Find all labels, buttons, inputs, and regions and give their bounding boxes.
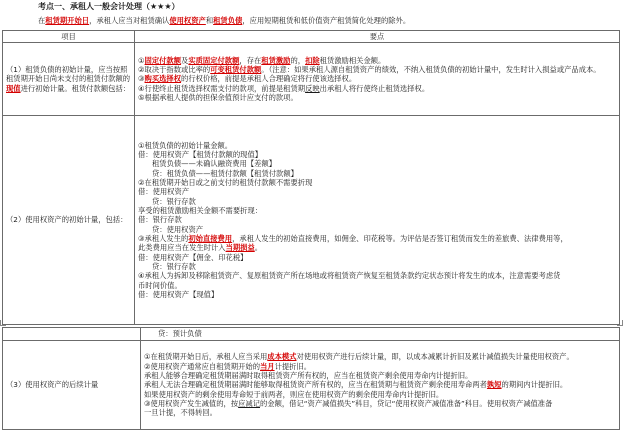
row-item-cell	[3, 341, 141, 430]
point-text: ④行使终止租赁选择权需支付的款项，前提是租赁期	[138, 83, 306, 93]
point-text: 的行权价格，前提是承租人合理确定将行使该选择权。	[181, 74, 357, 84]
lessee-accounting-table-continued	[2, 327, 620, 430]
point-line: ②在租赁期开始日或之前支付的租赁付款额不需要折现	[138, 178, 313, 188]
row-item-text: （1）租赁负债的初始计量，应当按照租赁期开始日尚未支付的租赁付款额的	[6, 65, 131, 84]
point-text: ，存在	[239, 55, 262, 65]
point-text: 的金额，借记“资产减值损失”科目，贷记“使用权资产减值准备”科目。使用权资产减值准备	[260, 398, 553, 408]
intro-text: 和	[205, 16, 214, 25]
point-highlight: 可变租赁付款额	[210, 65, 262, 74]
intro-paragraph	[38, 16, 410, 25]
point-text: 。（注意：如果承租人源自租赁资产的绩效，不纳入租赁负债的初始计量中，发生时计入损益或产品成本。	[261, 65, 601, 74]
point-text: 计提折旧。	[274, 361, 312, 371]
journal-line: 借：使用权资产【现值】	[138, 289, 219, 299]
journal-line: 贷：预计负债	[158, 329, 202, 339]
point-text: ①	[138, 55, 145, 65]
point-highlight: 实质固定付款额	[188, 55, 240, 65]
journal-line: 贷：使用权资产	[152, 224, 204, 234]
point-highlight: 孰短	[486, 380, 502, 390]
point-line	[144, 362, 616, 371]
point-line: ⑤根据承租人提供的担保余值预计应支付的款项。	[138, 92, 298, 102]
row-points-cell	[141, 328, 620, 341]
point-text: ③使用权资产发生减值的，按	[144, 398, 239, 408]
point-line	[138, 65, 616, 74]
column-header-points: 要点	[135, 31, 620, 43]
row-item-cell	[3, 43, 135, 116]
point-line	[144, 399, 616, 408]
point-line: 一旦计提，不得转回。	[144, 408, 217, 418]
point-line	[138, 84, 616, 93]
point-text: ①在租赁期开始日后，承租人应当采用	[144, 352, 268, 362]
point-line: 享受的租赁激励相关金额不需要折现：	[138, 206, 263, 215]
point-text: ②取决于指数或比率的	[138, 65, 211, 74]
row-points-cell	[135, 116, 620, 325]
point-highlight: 购买选择权	[144, 74, 182, 84]
point-text: ，承租人发生的初始直接费用，如佣金、印花税等。为评估是否签订租赁而发生的差旅费、法律费用等，	[232, 233, 568, 243]
point-line: 如果使用权资产的剩余使用寿命短于前两者，则应在使用权资产的剩余使用寿命内计提折旧。	[144, 389, 444, 399]
journal-line: 贷：银行存款	[152, 261, 196, 271]
point-line: 币时间价值。	[138, 280, 182, 290]
point-line	[144, 380, 616, 389]
row-points-cell	[135, 43, 620, 116]
row-item-label: （2）使用权资产的初始计量，包括：	[6, 215, 128, 225]
point-line: 承租人能够合理确定租赁期届满时取得租赁资产所有权的，应当在租赁资产剩余使用寿命内计提折旧。	[144, 371, 473, 380]
point-line	[138, 243, 616, 252]
point-text: 对使用权资产进行后续计量，即，以成本减累计折旧及累计减值损失计量使用权资产。	[296, 352, 574, 362]
point-text: 及	[181, 55, 189, 65]
section-title: 考点一、承租人一般会计处理（★★★）	[38, 2, 180, 11]
intro-highlight: 租赁期开始日	[45, 16, 90, 25]
point-line	[138, 234, 616, 243]
point-line	[144, 352, 616, 361]
point-highlight: 成本模式	[267, 352, 297, 362]
table-header-row	[3, 31, 620, 43]
point-highlight: 扣除	[305, 55, 320, 65]
table-row	[3, 116, 620, 325]
journal-line: 借：银行存款	[138, 215, 182, 225]
point-line: ④承租人为拆卸及移除租赁资产、复原租赁资产所在场地或将租赁资产恢复至租赁条款约定状态预计将发生的成本，注意需要考虑货	[138, 271, 561, 281]
journal-line: 借：使用权资产	[138, 187, 190, 197]
point-text: 出承租人将行使终止租赁选择权。	[319, 83, 430, 93]
page-corner-mark	[0, 320, 6, 326]
table-row	[3, 328, 620, 341]
point-underline: 应减记	[238, 398, 260, 408]
journal-line: 租赁负债——未确认融资费用【差额】	[152, 159, 277, 169]
intro-highlight: 租赁负债	[213, 16, 243, 25]
point-highlight: 初始直接费用	[188, 233, 233, 243]
journal-line: 贷：银行存款	[152, 196, 196, 206]
row-item-text: 进行初始计量。租赁付款额包括：	[20, 83, 131, 93]
point-text: 承租人无法合理确定租赁期届满时能够取得租赁资产所有权的，应当在租赁期与租赁资产剩余使用寿命两者	[144, 380, 487, 390]
point-highlight: 固定付款额	[144, 55, 182, 65]
point-text: 的期间内计提折旧。	[501, 380, 568, 390]
table-row	[3, 43, 620, 116]
journal-line: 借：使用权资产【租赁付款额的现值】	[138, 150, 263, 160]
point-line	[138, 56, 616, 65]
intro-text: ，承租人应当对租赁确认	[89, 16, 170, 25]
table-row	[3, 341, 620, 430]
point-text: 的，	[290, 55, 306, 65]
point-highlight: 租赁激励	[261, 55, 291, 65]
row-item-cell	[3, 328, 141, 341]
point-text: ③承租人发生的	[138, 233, 189, 243]
point-line	[138, 74, 616, 83]
point-highlight: 当月	[260, 361, 275, 371]
point-highlight: 当期损益	[225, 243, 255, 253]
point-text: ③	[138, 74, 145, 84]
row-item-label	[6, 65, 131, 93]
page-corner-mark	[617, 320, 623, 326]
intro-text: 在	[38, 16, 46, 25]
row-item-cell	[3, 116, 135, 325]
lessee-accounting-table	[2, 30, 620, 325]
journal-line: 借：使用权资产【佣金、印花税】	[138, 252, 248, 262]
point-text: 租赁激励相关金额。	[319, 55, 386, 65]
column-header-item: 项目	[3, 31, 135, 43]
intro-highlight: 使用权资产	[169, 16, 206, 25]
point-line: ①租赁负债的初始计量金额。	[138, 140, 233, 150]
point-underline: 反映	[305, 83, 320, 93]
row-item-label: （3）使用权资产的后续计量	[6, 380, 99, 390]
point-text: ②使用权资产通常应自租赁期开始的	[144, 361, 260, 371]
point-text: 此类费用应当在发生时计入	[138, 243, 226, 253]
intro-text: ，应用短期租赁和低价值资产租赁简化处理的除外。	[242, 16, 411, 25]
point-text: 。	[254, 243, 263, 253]
row-points-cell	[141, 341, 620, 430]
journal-line: 贷：租赁负债——租赁付款额【租赁付款额】	[152, 168, 298, 178]
row-item-highlight: 现值	[6, 83, 21, 93]
